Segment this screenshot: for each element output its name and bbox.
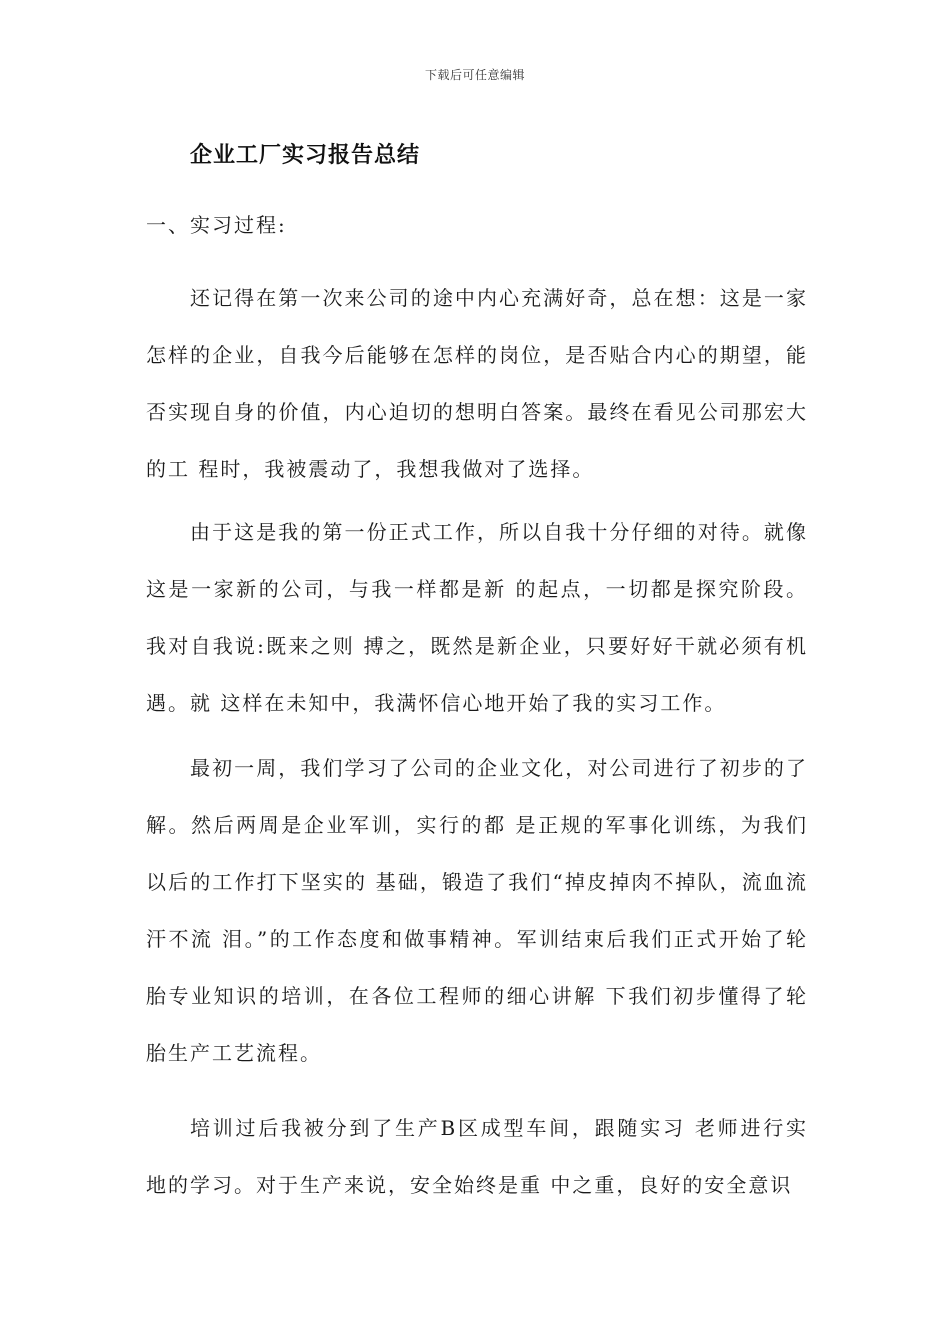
paragraph-1: 还记得在第一次来公司的途中内心充满好奇，总在想：这是一家怎样的企业，自我今后能够在怎样的岗位，是否贴合内心的期望，能否实现自身的价值，内心迫切的想明白答案。最终在看见公司那宏大的工 程时，我被震动了，我想我做对了选择。 — [146, 286, 808, 481]
paragraph-2: 由于这是我的第一份正式工作，所以自我十分仔细的对待。就像这是一家新的公司，与我一样都是新 的起点，一切都是探究阶段。我对自我说:既来之则 搏之，既然是新企业，只要好好干就必须有机遇。就 这样在未知中，我满怀信心地开始了我的实习工作。 — [146, 520, 808, 715]
section-heading: 一、实习过程: — [146, 213, 287, 237]
paragraph-3: 最初一周，我们学习了公司的企业文化，对公司进行了初步的了解。然后两周是企业军训，实行的都 是正规的军事化训练，为我们以后的工作打下坚实的 基础，锻造了我们“掉皮掉肉不掉队，流血流汗不流 泪。”的工作态度和做事精神。军训结束后我们正式开始了轮胎专业知识的培训，在各位工程师的细心讲解 下我们初步懂得了轮胎生产工艺流程。 — [146, 756, 808, 1065]
header-note: 下载后可任意编辑 — [424, 68, 525, 82]
paragraph-4: 培训过后我被分到了生产B区成型车间，跟随实习 老师进行实地的学习。对于生产来说，安全始终是重 中之重，良好的安全意识 — [146, 1116, 808, 1197]
document-title: 企业工厂实习报告总结 — [190, 142, 421, 168]
